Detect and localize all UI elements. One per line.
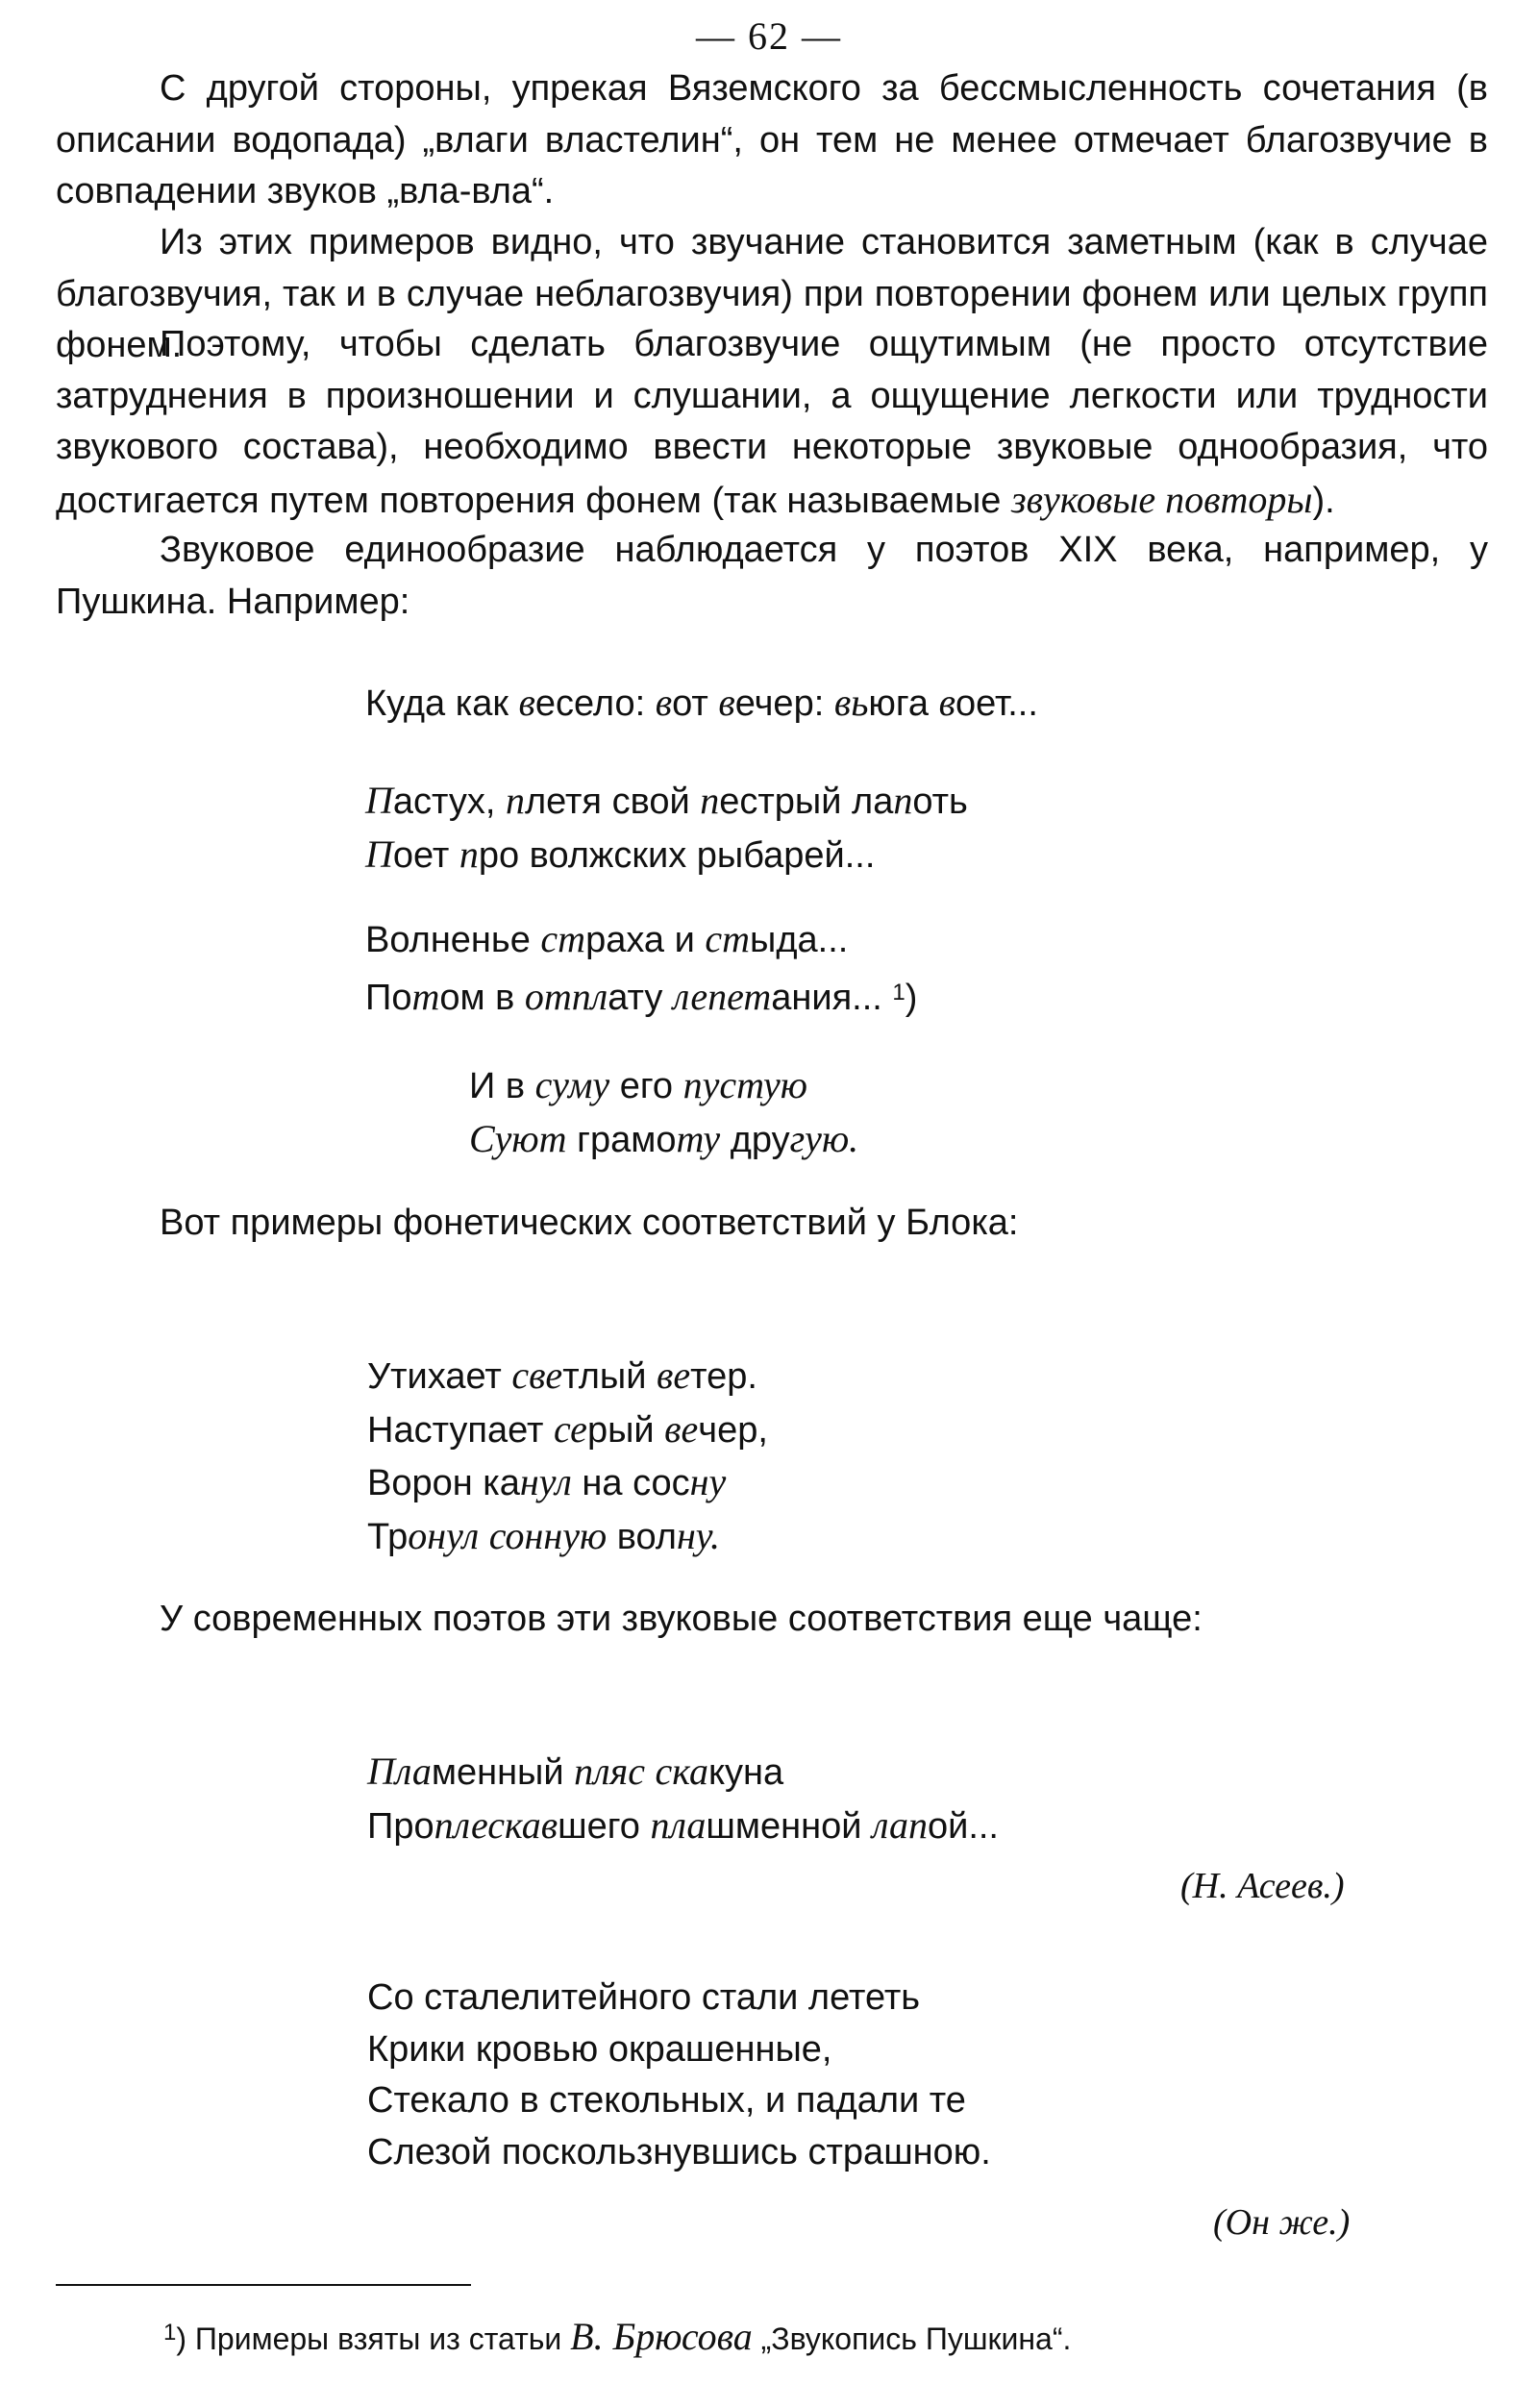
emphasized-sound: ст <box>540 917 586 960</box>
verse-text: ой... <box>927 1805 999 1847</box>
footnote-ref: 1 <box>892 979 905 1005</box>
verse-text: Утихает <box>367 1356 512 1397</box>
paragraph-3-text: Поэтому, чтобы сделать благозвучие ощутимым (не просто отсутствие затруднения в произношении и слушании, а ощущение легкости или трудности звукового состава), необходимо ввести некоторые звуковые однообразия, что достигается путем повторения фонем (так называемые <box>56 324 1488 521</box>
verse-text: тер. <box>690 1356 757 1397</box>
verse-line <box>365 967 917 1025</box>
verse-text: естрый ла <box>719 782 894 822</box>
verse-text: куна <box>707 1752 784 1793</box>
verse-text: юга <box>868 683 939 724</box>
footnote-divider <box>56 2284 471 2286</box>
verse-text: оет... <box>955 683 1038 724</box>
emphasized-sound: плескав <box>434 1802 558 1847</box>
pushkin-verse-4 <box>469 1059 858 1166</box>
emphasized-sound: се <box>553 1406 587 1451</box>
paragraph-5: Вот примеры фонетических соответствий у Блока: <box>160 1203 1019 1243</box>
footnote-author: В. Брюсова <box>570 2315 753 2358</box>
paragraph-6: У современных поэтов эти звуковые соответствия еще чаще: <box>160 1599 1203 1639</box>
verse-text: раха и <box>585 920 706 960</box>
verse-text: ату <box>608 977 673 1018</box>
verse-text: Наступает <box>367 1409 554 1451</box>
emphasized-sound: п <box>700 779 720 822</box>
emphasized-sound: п <box>893 779 913 822</box>
verse-text: ания... <box>771 977 893 1018</box>
emphasized-sound: ст <box>705 917 751 960</box>
verse-text: оть <box>912 782 968 822</box>
paragraph-2: Из этих примеров видно, что звучание становится заметным (как в случае благозвучия, так и в случае неблагозвучия) при повторении фонем или целых групп фонем. <box>56 222 1488 365</box>
footnote-marker: 1 <box>163 2320 177 2346</box>
emphasized-sound: п <box>505 779 525 822</box>
aseev-verse-2 <box>367 1973 991 2178</box>
verse-text: По <box>365 977 412 1018</box>
paragraph-4: Звуковое единообразие наблюдается у поэтов XIX века, например, у Пушкина. Например: <box>56 530 1488 622</box>
paragraph-3 <box>56 319 1488 527</box>
verse-line: Стекало в стекольных, и падали те <box>367 2080 966 2121</box>
emphasized-sound: в <box>938 681 955 724</box>
verse-text: дру <box>720 1119 790 1160</box>
emphasized-sound: ну. <box>676 1513 721 1557</box>
verse-line <box>367 1456 768 1510</box>
emphasized-sound: п <box>459 832 479 876</box>
verse-text: Волненье <box>365 920 541 960</box>
verse-text: грамо <box>566 1119 677 1160</box>
verse-line <box>367 1510 768 1564</box>
emphasized-sound: сонную <box>488 1513 608 1557</box>
emphasized-sound: све <box>511 1353 563 1397</box>
verse-line <box>365 913 917 967</box>
pushkin-verse-3 <box>365 913 917 1024</box>
verse-line: Слезой поскользнувшись страшною. <box>367 2131 991 2172</box>
verse-line <box>367 1746 999 1800</box>
emphasized-sound: лап <box>872 1802 928 1847</box>
verse-text: ро волжских рыбарей... <box>478 834 876 876</box>
verse-line <box>367 1403 768 1457</box>
verse-text: ом в <box>439 977 525 1018</box>
emphasized-sound: в <box>655 681 673 724</box>
verse-text: Про <box>367 1805 434 1847</box>
verse-text: Куда как <box>365 683 519 724</box>
emphasized-sound: Пла <box>367 1750 432 1793</box>
verse-text: от <box>672 683 719 724</box>
emphasized-sound: П <box>365 832 393 876</box>
verse-text: Ворон ка <box>367 1463 520 1503</box>
attribution-on-zhe: (Он же.) <box>1213 2202 1351 2243</box>
emphasized-sound: лепет <box>672 974 772 1018</box>
verse-text: ечер: <box>734 683 834 724</box>
emphasized-sound: вь <box>833 681 869 724</box>
emphasized-sound: отпл <box>524 974 608 1018</box>
verse-text: оет <box>392 834 459 876</box>
verse-text: Тр <box>367 1516 409 1557</box>
verse-line: Со сталелитейного стали лететь <box>367 1977 921 2018</box>
verse-line <box>469 1113 858 1167</box>
emphasized-sound: в <box>518 681 535 724</box>
verse-text: менный <box>431 1752 575 1793</box>
emphasized-sound: П <box>365 779 393 822</box>
aseev-verse-1 <box>367 1746 999 1852</box>
verse-text: его <box>609 1066 683 1106</box>
footnote-text: ) Примеры взяты из статьи <box>176 2321 571 2356</box>
verse-text: шменной <box>706 1805 873 1847</box>
verse-line <box>365 829 968 882</box>
verse-text: астух, <box>392 782 506 822</box>
verse-line: Крики кровью окрашенные, <box>367 2028 832 2070</box>
emphasized-sound: ве <box>657 1353 691 1397</box>
emphasized-sound: ту <box>676 1116 721 1160</box>
verse-line <box>365 775 968 829</box>
emphasized-sound: пустую <box>682 1063 807 1106</box>
verse-text: И в <box>469 1066 535 1106</box>
verse-text: на сос <box>571 1463 690 1503</box>
emphasized-sound: ска <box>655 1750 708 1793</box>
sound-repeats-term: звуковые повторы <box>1010 477 1313 521</box>
emphasized-sound: суму <box>534 1063 610 1106</box>
emphasized-sound: Суют <box>469 1116 567 1160</box>
footnote <box>163 2314 1071 2359</box>
attribution-aseev: (Н. Асеев.) <box>1180 1866 1345 1906</box>
pushkin-verse-1 <box>365 677 1038 731</box>
verse-text: тлый <box>562 1356 657 1397</box>
emphasized-sound: в <box>718 681 735 724</box>
verse-text <box>479 1517 489 1557</box>
emphasized-sound: гую. <box>789 1116 859 1160</box>
emphasized-sound: пла <box>650 1802 707 1847</box>
emphasized-sound: пляс <box>574 1750 645 1793</box>
verse-text: ) <box>905 977 918 1018</box>
emphasized-sound: нул <box>519 1460 572 1503</box>
footnote-title: „Звукопись Пушкина“. <box>752 2321 1072 2356</box>
verse-line <box>367 1350 768 1403</box>
blok-verse <box>367 1350 768 1563</box>
verse-line <box>365 677 1038 731</box>
page-number: — 62 — <box>696 14 842 58</box>
verse-text: летя свой <box>524 782 701 822</box>
emphasized-sound: онул <box>408 1513 480 1557</box>
verse-text: рый <box>586 1409 665 1451</box>
verse-text: шего <box>558 1805 651 1847</box>
pushkin-verse-2 <box>365 775 968 881</box>
verse-line <box>367 1800 999 1853</box>
emphasized-sound: ве <box>664 1406 699 1451</box>
verse-text: вол <box>607 1516 677 1557</box>
emphasized-sound: т <box>411 974 440 1018</box>
verse-line <box>469 1059 858 1113</box>
paragraph-3-end: ). <box>1312 480 1335 521</box>
verse-text <box>645 1752 656 1793</box>
paragraph-1: С другой стороны, упрекая Вяземского за бессмысленность сочетания (в описании водопада) „влаги властелин“, он тем не менее отмечает благозвучие в совпадении звуков „вла-вла“. <box>56 68 1488 211</box>
verse-text: чер, <box>698 1409 768 1451</box>
verse-text: ыда... <box>750 920 849 960</box>
emphasized-sound: ну <box>689 1460 727 1503</box>
verse-text: есело: <box>534 683 656 724</box>
